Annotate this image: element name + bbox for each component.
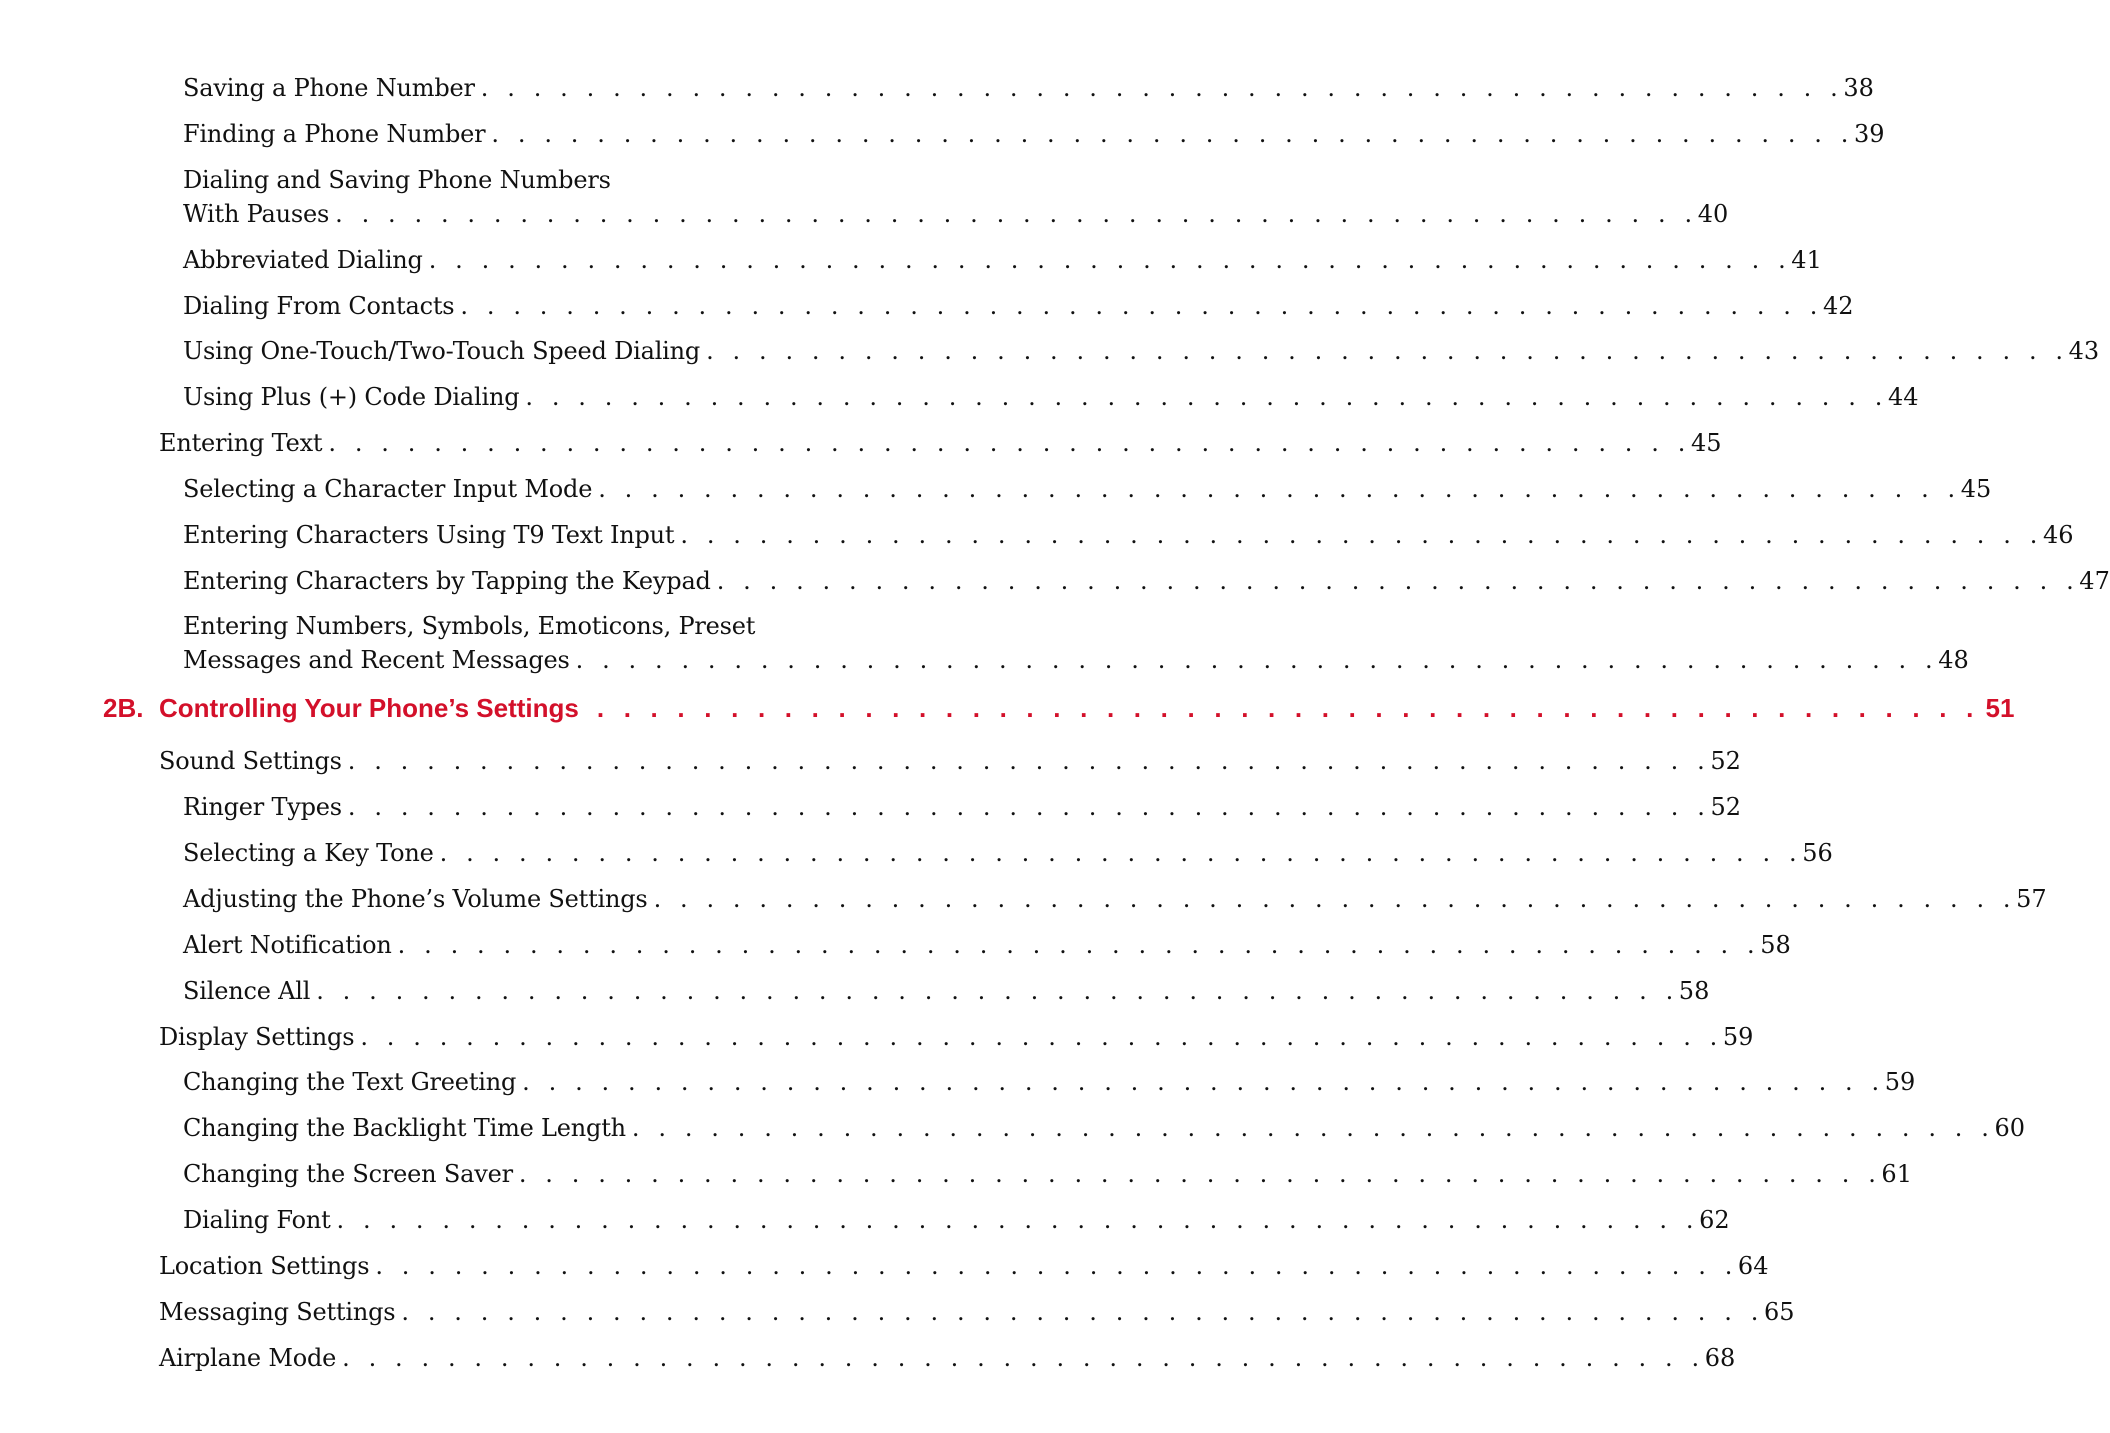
dot-leader: . . . . . . . . . . . . . . . . . . . . . . . . . . . . . . . . . . . . . . . . . . . . . . . . . . . . <box>428 246 1792 274</box>
toc-entry-key-tone[interactable] <box>183 836 1833 870</box>
section-dot-leader: . . . . . . . . . . . . . . . . . . . . . . . . . . . . . . . . . . . . . . . . . . . . . . . . . . . . <box>596 693 1980 723</box>
toc-entry-title: Alert Notification <box>183 931 392 959</box>
toc-entry-display-settings[interactable] <box>159 1020 1754 1054</box>
dot-leader: . . . . . . . . . . . . . . . . . . . . . . . . . . . . . . . . . . . . . . . . . . . . . . . . . . . . <box>706 337 2069 365</box>
toc-entry-text-greeting[interactable] <box>183 1065 1916 1099</box>
toc-page-number: 68 <box>1704 1344 1736 1372</box>
toc-page-number: 48 <box>1938 646 1969 674</box>
toc-entry-title: Sound Settings <box>159 747 342 775</box>
dot-leader: . . . . . . . . . . . . . . . . . . . . . . . . . . . . . . . . . . . . . . . . . . . . . . . . . . . . <box>375 1252 1738 1280</box>
toc-page-number: 44 <box>1887 383 1919 411</box>
toc-page-number: 58 <box>1678 977 1710 1005</box>
toc-entry-entering-text[interactable] <box>159 426 1722 460</box>
toc-page-number: 61 <box>1881 1160 1912 1188</box>
toc-page-number: 59 <box>1722 1023 1754 1051</box>
toc-page-number: 39 <box>1854 120 1885 148</box>
toc-entry-title: Saving a Phone Number <box>183 74 475 102</box>
toc-entry-title: Location Settings <box>159 1252 370 1280</box>
dot-leader: . . . . . . . . . . . . . . . . . . . . . . . . . . . . . . . . . . . . . . . . . . . . . . . . . . . . <box>680 521 2043 549</box>
toc-entry-finding-phone-number[interactable] <box>183 117 1885 151</box>
toc-entry-t9-text-input[interactable] <box>183 518 2074 552</box>
toc-page-number: 43 <box>2068 337 2100 365</box>
toc-entry-title: Selecting a Key Tone <box>183 839 434 867</box>
toc-entry-dialing-saving-pauses[interactable] <box>183 163 1729 231</box>
toc-entry-title: With Pauses <box>183 200 330 228</box>
toc-entry-location-settings[interactable] <box>159 1249 1769 1283</box>
toc-entry-title: Changing the Screen Saver <box>183 1160 513 1188</box>
dot-leader: . . . . . . . . . . . . . . . . . . . . . . . . . . . . . . . . . . . . . . . . . . . . . . . . . . . . <box>336 1206 1700 1234</box>
dot-leader: . . . . . . . . . . . . . . . . . . . . . . . . . . . . . . . . . . . . . . . . . . . . . . . . . . . . <box>575 646 1939 674</box>
dot-leader: . . . . . . . . . . . . . . . . . . . . . . . . . . . . . . . . . . . . . . . . . . . . . . . . . . . . <box>439 839 1803 867</box>
toc-entry-title: Dialing From Contacts <box>183 292 455 320</box>
toc-entry-title: Airplane Mode <box>159 1344 337 1372</box>
dot-leader: . . . . . . . . . . . . . . . . . . . . . . . . . . . . . . . . . . . . . . . . . . . . . . . . . . . . <box>342 1344 1705 1372</box>
dot-leader: . . . . . . . . . . . . . . . . . . . . . . . . . . . . . . . . . . . . . . . . . . . . . . . . . . . . <box>347 793 1711 821</box>
toc-entry-volume-settings[interactable] <box>183 882 2047 916</box>
dot-leader: . . . . . . . . . . . . . . . . . . . . . . . . . . . . . . . . . . . . . . . . . . . . . . . . . . . . <box>522 1068 1885 1096</box>
toc-entry-title: Display Settings <box>159 1023 355 1051</box>
toc-page-number: 64 <box>1737 1252 1769 1280</box>
toc-page-number: 38 <box>1843 74 1874 102</box>
toc-page-number: 65 <box>1763 1298 1795 1326</box>
dot-leader: . . . . . . . . . . . . . . . . . . . . . . . . . . . . . . . . . . . . . . . . . . . . . . . . . . . . <box>716 567 2080 595</box>
dot-leader: . . . . . . . . . . . . . . . . . . . . . . . . . . . . . . . . . . . . . . . . . . . . . . . . . . . . <box>316 977 1679 1005</box>
dot-leader: . . . . . . . . . . . . . . . . . . . . . . . . . . . . . . . . . . . . . . . . . . . . . . . . . . . . <box>335 200 1698 228</box>
dot-leader: . . . . . . . . . . . . . . . . . . . . . . . . . . . . . . . . . . . . . . . . . . . . . . . . . . . . <box>401 1298 1764 1326</box>
toc-page-number: 46 <box>2042 521 2074 549</box>
dot-leader: . . . . . . . . . . . . . . . . . . . . . . . . . . . . . . . . . . . . . . . . . . . . . . . . . . . . <box>525 383 1888 411</box>
toc-entry-airplane-mode[interactable] <box>159 1341 1736 1375</box>
section-title: Controlling Your Phone’s Settings <box>159 693 579 723</box>
toc-entry-title: Entering Text <box>159 429 323 457</box>
toc-page-number: 57 <box>2016 885 2047 913</box>
toc-entry-title: Entering Characters by Tapping the Keypad <box>183 567 711 595</box>
toc-entry-title: Changing the Text Greeting <box>183 1068 517 1096</box>
section-number: 2B. <box>103 693 144 723</box>
toc-entry-title-line1: Dialing and Saving Phone Numbers <box>183 166 611 194</box>
toc-entry-title: Dialing Font <box>183 1206 331 1234</box>
toc-page-number: 42 <box>1823 292 1854 320</box>
toc-entry-title: Finding a Phone Number <box>183 120 486 148</box>
section-heading-2b[interactable] <box>103 690 2015 726</box>
dot-leader: . . . . . . . . . . . . . . . . . . . . . . . . . . . . . . . . . . . . . . . . . . . . . . . . . . . . <box>518 1160 1882 1188</box>
toc-entry-sound-settings[interactable] <box>159 744 1741 778</box>
dot-leader: . . . . . . . . . . . . . . . . . . . . . . . . . . . . . . . . . . . . . . . . . . . . . . . . . . . . <box>653 885 2017 913</box>
toc-page-number: 40 <box>1697 200 1729 228</box>
toc-page-number: 56 <box>1802 839 1833 867</box>
toc-page-number: 60 <box>1994 1114 2026 1142</box>
toc-page-number: 45 <box>1690 429 1722 457</box>
toc-entry-character-input-mode[interactable] <box>183 472 1992 506</box>
toc-entry-ringer-types[interactable] <box>183 790 1742 824</box>
toc-entry-alert-notification[interactable] <box>183 928 1791 962</box>
dot-leader: . . . . . . . . . . . . . . . . . . . . . . . . . . . . . . . . . . . . . . . . . . . . . . . . . . . . <box>480 74 1844 102</box>
toc-entry-title: Using One-Touch/Two-Touch Speed Dialing <box>183 337 701 365</box>
dot-leader: . . . . . . . . . . . . . . . . . . . . . . . . . . . . . . . . . . . . . . . . . . . . . . . . . . . . <box>328 429 1691 457</box>
toc-entry-speed-dialing[interactable] <box>183 334 2100 368</box>
toc-entry-title: Selecting a Character Input Mode <box>183 475 593 503</box>
toc-entry-title: Adjusting the Phone’s Volume Settings <box>183 885 648 913</box>
toc-entry-screen-saver[interactable] <box>183 1157 1912 1191</box>
toc-entry-title: Messages and Recent Messages <box>183 646 570 674</box>
toc-page-number: 47 <box>2079 567 2110 595</box>
toc-page-number: 45 <box>1960 475 1992 503</box>
toc-entry-messaging-settings[interactable] <box>159 1295 1795 1329</box>
toc-page-number: 52 <box>1710 747 1741 775</box>
toc-entry-saving-phone-number[interactable] <box>183 71 1874 105</box>
toc-entry-backlight-time[interactable] <box>183 1111 2026 1145</box>
toc-page-number: 59 <box>1884 1068 1916 1096</box>
toc-entry-plus-code-dialing[interactable] <box>183 380 1919 414</box>
toc-entry-title: Using Plus (+) Code Dialing <box>183 383 520 411</box>
toc-entry-title: Silence All <box>183 977 311 1005</box>
toc-page-number: 62 <box>1699 1206 1730 1234</box>
toc-entry-title: Entering Characters Using T9 Text Input <box>183 521 675 549</box>
toc-entry-tapping-keypad[interactable] <box>183 564 2110 598</box>
dot-leader: . . . . . . . . . . . . . . . . . . . . . . . . . . . . . . . . . . . . . . . . . . . . . . . . . . . . <box>460 292 1823 320</box>
toc-page-number: 58 <box>1760 931 1791 959</box>
dot-leader: . . . . . . . . . . . . . . . . . . . . . . . . . . . . . . . . . . . . . . . . . . . . . . . . . . . . <box>631 1114 1995 1142</box>
toc-page-number: 52 <box>1710 793 1742 821</box>
toc-entry-dialing-font[interactable] <box>183 1203 1730 1237</box>
toc-entry-abbreviated-dialing[interactable] <box>183 243 1822 277</box>
toc-entry-title: Changing the Backlight Time Length <box>183 1114 626 1142</box>
dot-leader: . . . . . . . . . . . . . . . . . . . . . . . . . . . . . . . . . . . . . . . . . . . . . . . . . . . . <box>360 1023 1723 1051</box>
section-page-number: 51 <box>1985 693 2015 723</box>
toc-entry-title: Messaging Settings <box>159 1298 396 1326</box>
toc-entry-title: Ringer Types <box>183 793 342 821</box>
dot-leader: . . . . . . . . . . . . . . . . . . . . . . . . . . . . . . . . . . . . . . . . . . . . . . . . . . . . <box>598 475 1961 503</box>
toc-entry-dialing-from-contacts[interactable] <box>183 289 1854 323</box>
dot-leader: . . . . . . . . . . . . . . . . . . . . . . . . . . . . . . . . . . . . . . . . . . . . . . . . . . . . <box>347 747 1711 775</box>
toc-entry-numbers-symbols[interactable] <box>183 609 1969 677</box>
dot-leader: . . . . . . . . . . . . . . . . . . . . . . . . . . . . . . . . . . . . . . . . . . . . . . . . . . . . <box>397 931 1761 959</box>
dot-leader: . . . . . . . . . . . . . . . . . . . . . . . . . . . . . . . . . . . . . . . . . . . . . . . . . . . . <box>491 120 1854 148</box>
toc-entry-title-line1: Entering Numbers, Symbols, Emoticons, Preset <box>183 612 756 640</box>
toc-entry-silence-all[interactable] <box>183 974 1710 1008</box>
toc-entry-title: Abbreviated Dialing <box>183 246 423 274</box>
toc-page-number: 41 <box>1791 246 1822 274</box>
